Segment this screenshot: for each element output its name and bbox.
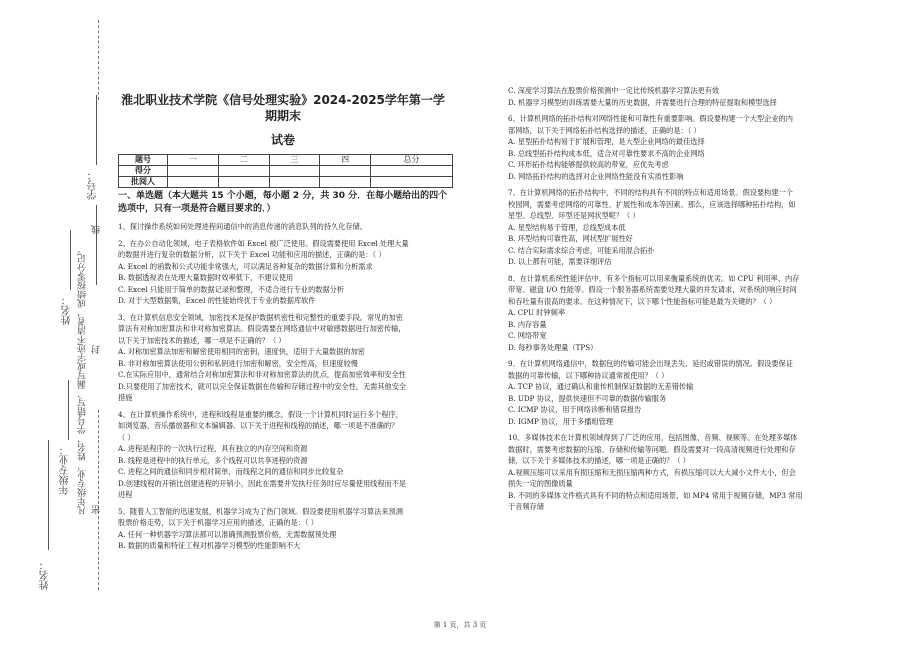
answer-option: B. 内存容量	[508, 319, 547, 329]
answer-option: C.在实际应用中，通常结合对称加密算法和非对称加密算法的优点，提高加密效率和安全性	[118, 370, 406, 379]
exam-title: 淮北职业技术学院《信号处理实验》2024-2025学年第一学期期末	[121, 93, 445, 123]
answer-option: D. 对于大型数据集，Excel 的性能始终优于专业的数据库软件	[118, 296, 316, 305]
answer-option: A.视频压缩可以采用有损压缩和无损压缩两种方式，有损压缩可以大大减小文件大小，但会	[508, 467, 796, 477]
answer-option: D. 每秒事务处理量（TPS）	[508, 342, 598, 352]
score-cell	[269, 177, 320, 188]
answer-option: C. 网络带宽	[508, 331, 547, 340]
question-stem-line: 10、多媒体技术在计算机领域得到了广泛的应用，包括图像、音频、视频等。在处理多媒体	[508, 433, 798, 442]
score-cell	[218, 166, 269, 177]
left-name-label: 姓名：	[40, 560, 51, 590]
answer-option: A. 星型拓扑结构易于扩展和管理，是大型企业网络的最佳选择	[508, 137, 705, 146]
score-row-label: 得分	[119, 166, 168, 177]
score-table	[118, 154, 453, 188]
answer-option: A. 任何一种机器学习算法都可以准确预测股票价格，无需数据预处理	[118, 529, 337, 539]
page-footer: 第 1 页，共 3 页	[433, 621, 487, 629]
question-stem-line: 8、在计算机系统性能评估中，有多个指标可以用来衡量系统的优劣。如 CPU 利用率、内存	[508, 273, 800, 283]
answer-option: C. 深度学习算法在股票价格预测中一定比传统机器学习算法更有效	[508, 86, 720, 95]
answer-option: C. 进程之间的通信和同步相对简单，而线程之间的通信和同步比较复杂	[118, 467, 344, 476]
right-question-list	[508, 85, 844, 513]
score-table-header: 四	[320, 155, 371, 166]
answer-option: B. 总线型拓扑结构成本低，适合对可靠性要求不高的企业网络	[508, 148, 705, 158]
question	[508, 113, 844, 182]
score-table-row	[119, 166, 453, 177]
question-stem-line: 储，以下关于多媒体技术的描述，哪一项是正确的？（ ）	[508, 456, 690, 465]
filling-notice: 凡年级专业、姓名、学号错写、漏写或字迹不清者，成绩按零分记。	[78, 245, 88, 515]
score-table-header: 一	[168, 155, 219, 166]
section-heading	[118, 190, 448, 216]
answer-option: B. 不同的多媒体文件格式具有不同的特点和适用场景，如 MP4 常用于视频存储，MP3 常用	[508, 490, 803, 500]
answer-option: D. 以上都有可能，需要详细评估	[508, 257, 612, 266]
question	[508, 358, 844, 427]
secret-mark: 密	[92, 505, 102, 514]
question-stem-line: 的数据并进行复杂的数据分析，以下关于 Excel 功能和应用的描述，正确的是：（ ）	[118, 250, 386, 259]
score-cell	[371, 166, 453, 177]
question	[118, 238, 448, 307]
question-stem-line: 股票价格走势，以下关于机器学习应用的描述，正确的是：（ ）	[118, 518, 318, 527]
score-cell	[269, 166, 320, 177]
answer-option: A. CPU 时钟频率	[508, 308, 566, 317]
answer-option: C. 结合实际需求综合考虑，可能采用混合拓扑	[508, 245, 655, 255]
answer-option: D. 网络拓扑结构的选择对企业网络性能没有实质性影响	[508, 171, 684, 181]
section-heading-line: 一、单选题（本大题共 15 个小题，每小题 2 分，共 30 分．在每小题给出的四个	[118, 191, 448, 201]
name-label: 姓名：	[62, 295, 73, 325]
question-stem-line: 数据时，需要考虑数据的压缩、存储和传输等问题。假设需要对一段高清视频进行处理和存	[508, 444, 796, 454]
question-stem-line: 星型、总线型、环型还是网状型呢？（ ）	[508, 211, 640, 220]
question-stem-line: 数据的可靠传输，以下哪种协议通常被使用？（ ）	[508, 370, 669, 380]
score-cell	[218, 177, 269, 188]
answer-option: C. Excel 只能用于简单的数据记录和整理，不适合进行专业的数据分析	[118, 284, 345, 294]
student-id-line-2	[96, 205, 97, 285]
line-mark: 线	[92, 225, 102, 234]
question	[508, 187, 844, 268]
left-column	[118, 92, 448, 552]
answer-option: B. 数据的质量和特征工程对机器学习模型的性能影响不大	[118, 541, 301, 550]
left-question-list	[118, 221, 448, 552]
question-stem-line: 2、在办公自动化领域，电子表格软件如 Excel 被广泛使用。假设需要使用 Excel 处理大量	[118, 238, 409, 248]
answer-option: 损失一定的图像质量	[508, 479, 573, 488]
score-table-header: 题号	[119, 155, 168, 166]
question-stem-line: 6、计算机网络的拓扑结构对网络性能和可靠性有重要影响。假设要构建一个大型企业的内	[508, 114, 793, 123]
question-stem-line: 校园网，需要考虑网络的可靠性、扩展性和成本等因素。那么，应该选择哪种拓扑结构，如	[508, 199, 796, 209]
question-stem-line: 5、随着人工智能的迅速发展，机器学习成为了热门领域。假设要使用机器学习算法来预测	[118, 506, 403, 516]
score-table-header-row	[119, 155, 453, 166]
question-stem-line: 以下关于加密技术的描述，哪一项是不正确的？（ ）	[118, 335, 286, 345]
section-heading-line: 选项中，只有一项是符合题目要求的．）	[118, 204, 276, 214]
score-table-header: 总分	[371, 155, 453, 166]
score-table-row	[119, 177, 453, 188]
score-cell	[320, 166, 371, 177]
question	[508, 432, 844, 513]
student-id-label: 学号：	[88, 170, 99, 200]
grade-major-line	[68, 380, 69, 440]
left-name-line	[48, 440, 49, 550]
name-line	[70, 230, 71, 290]
question	[118, 506, 448, 552]
grade-major-label: 年级专业：	[60, 445, 71, 495]
score-cell	[168, 166, 219, 177]
grader-row-label: 批阅人	[119, 177, 168, 188]
question-stem-line: （ ）	[118, 432, 135, 442]
question-stem-line: 带宽、磁盘 I/O 性能等。假设一个服务器系统需要处理大量的并发请求，对系统的响应时间	[508, 285, 797, 294]
answer-option: C. ICMP 协议，用于网络诊断和错误报告	[508, 405, 642, 414]
exam-title-cont: 试卷	[270, 133, 295, 147]
answer-option: A. 星型结构易于管理，总线型成本低	[508, 222, 626, 232]
seal-line-bottom	[98, 410, 99, 590]
binding-strip	[0, 0, 110, 651]
question-stem-line: 9、在计算机网络通信中，数据包的传输可能会出现丢失、延迟或错误的情况。假设要保证	[508, 359, 793, 368]
answer-option: 于音频存储	[508, 502, 544, 511]
answer-option: D.只要使用了加密技术，就可以完全保证数据在传输和存储过程中的安全性，无需其他安全	[118, 381, 407, 391]
question-stem-line: 1、探讨操作系统如何处理进程间通信中的消息传递的消息队列的持久化存储。	[118, 222, 367, 231]
seal-line-top	[98, 20, 99, 100]
question-stem-line: 部网络，以下关于网络拓扑结构选择的描述，正确的是：（ ）	[508, 125, 701, 135]
answer-option: B. 数据透视表在处理大量数据时效率低下，不建议使用	[118, 273, 294, 282]
score-cell	[168, 177, 219, 188]
answer-option: 进程	[118, 490, 133, 499]
question-stem-line: 如浏览器、音乐播放器和文本编辑器。以下关于进程和线程的描述，哪一项是不准确的？	[118, 421, 399, 430]
student-id-line	[96, 95, 97, 165]
question	[118, 409, 448, 501]
question	[508, 273, 844, 354]
question-stem-line: 7、在计算机网络的拓扑结构中，不同的结构具有不同的特点和适用场景。假设要构建一个	[508, 188, 793, 197]
answer-option: A. Excel 的函数和公式功能非常强大，可以满足各种复杂的数据计算和分析需求	[118, 261, 373, 271]
question	[508, 85, 844, 108]
right-column	[508, 85, 844, 513]
question	[118, 221, 448, 233]
score-cell	[320, 177, 371, 188]
seal-mark: 封	[92, 345, 102, 354]
answer-option: B. 非对称加密算法使用公钥和私钥进行加密和解密，安全性高，但速度较慢	[118, 358, 358, 368]
answer-option: B. 线程是进程中的执行单元，多个线程可以共享进程的资源	[118, 455, 308, 465]
question-stem-line: 4、在计算机操作系统中，进程和线程是重要的概念。假设一个计算机同时运行多个程序，	[118, 409, 403, 419]
question-stem-line: 和吞吐量有很高的要求。在这种情况下，以下哪个性能指标可能是最为关键的？（ ）	[508, 296, 777, 306]
score-cell	[371, 177, 453, 188]
answer-option: A. 对称加密算法加密和解密使用相同的密钥，速度快，适用于大量数据的加密	[118, 347, 365, 356]
question-stem-line: 3、在计算机信息安全领域，加密技术是保护数据机密性和完整性的重要手段。常见的加密	[118, 312, 403, 322]
answer-option: D. IGMP 协议，用于多播组管理	[508, 416, 614, 426]
answer-option: D. 机器学习模型的训练需要大量的历史数据，并需要进行合理的特征提取和模型选择	[508, 97, 777, 107]
answer-option: D.创建线程的开销比创建进程的开销小，因此在需要并发执行任务时应尽量使用线程而不是	[118, 478, 407, 488]
answer-option: C. 环形拓扑结构能够提供较高的带宽，应优先考虑	[508, 160, 669, 169]
question	[118, 312, 448, 404]
answer-option: 措施	[118, 393, 133, 402]
answer-option: B. 环型结构可靠性高，网状型扩展性好	[508, 234, 633, 243]
question-stem-line: 算法有对称加密算法和非对称加密算法。假设需要在网络通信中对敏感数据进行加密传输，	[118, 324, 406, 333]
answer-option: A. 进程是程序的一次执行过程，具有独立的内存空间和资源	[118, 444, 308, 453]
answer-option: A. TCP 协议，通过确认和重传机制保证数据的无差错传输	[508, 382, 694, 391]
score-table-header: 三	[269, 155, 320, 166]
answer-option: B. UDP 协议，提供快速但不可靠的数据传输服务	[508, 393, 667, 403]
score-table-header: 二	[218, 155, 269, 166]
